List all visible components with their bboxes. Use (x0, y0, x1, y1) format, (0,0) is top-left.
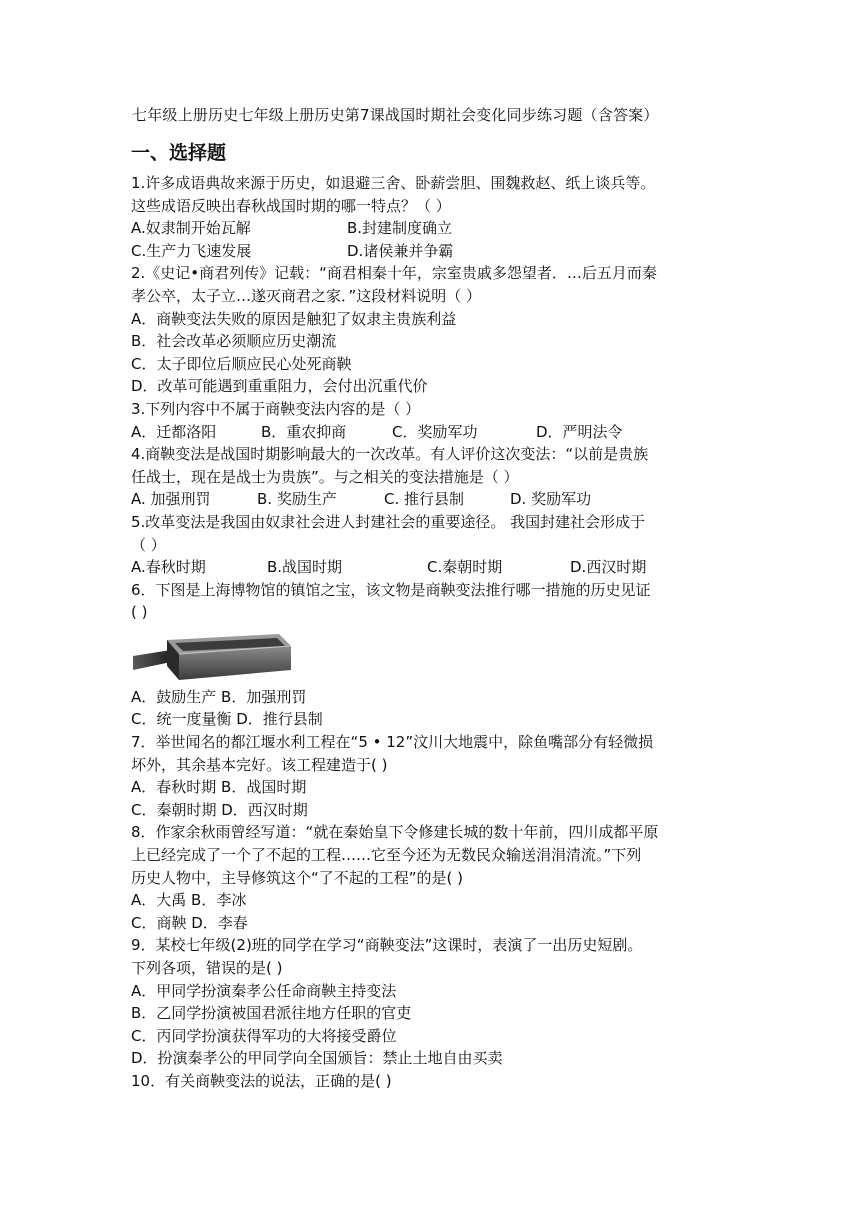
q1-stem-line-1: 1.许多成语典故来源于历史，如退避三舍、卧薪尝胆、围魏救赵、纸上谈兵等。 (131, 174, 656, 192)
q4-stem-line-2: 任战士，现在是战士为贵族”。与之相关的变法措施是（ ） (131, 467, 519, 486)
q1-options-row-2 (131, 240, 731, 263)
q9-option-c: C．丙同学扮演获得军功的大将接受爵位 (131, 1026, 397, 1045)
q2-stem-line-2: 孝公卒，太子立…遂灭商君之家．”这段材料说明（ ） (131, 286, 482, 305)
q5-option-d: D.西汉时期 (570, 558, 647, 577)
section-heading: 一、选择题 (131, 142, 227, 164)
q8-options-row-2: C．商鞅 D．李春 (131, 913, 248, 932)
q3-option-c: C．奖励军功 (392, 422, 478, 441)
q5-option-a: A.春秋时期 (131, 558, 206, 577)
q6-options-row-2: C．统一度量衡 D．推行县制 (131, 710, 323, 729)
q9-option-b: B．乙同学扮演被国君派往地方任职的官吏 (131, 1004, 412, 1023)
q3-options (131, 421, 731, 444)
q5-stem-line-2: （ ） (131, 535, 166, 554)
q2-stem-line-1: 2.《史记•商君列传》记载：“商君相秦十年，宗室贵戚多怨望者．…后五月而秦 (131, 264, 657, 283)
q4-option-b: B. 奖励生产 (257, 490, 337, 509)
q1-option-a: A.奴隶制开始瓦解 (131, 219, 251, 238)
q7-options-row-2: C．秦朝时期 D．西汉时期 (131, 800, 308, 819)
q2-option-c: C．太子即位后顺应民心处死商鞅 (131, 354, 352, 373)
q3-option-b: B．重农抑商 (261, 422, 347, 441)
question-list (131, 172, 731, 1093)
q1-option-b: B.封建制度确立 (347, 219, 453, 238)
q8-options-row-1: A．大禹 B．李冰 (131, 891, 247, 910)
q1-stem-line-2: 这些成语反映出春秋战国时期的哪一特点？（ ） (131, 196, 451, 215)
q3-stem: 3.下列内容中不属于商鞅变法内容的是（ ） (131, 399, 421, 418)
q5-option-b: B.战国时期 (267, 558, 343, 577)
q2-option-d: D．改革可能遇到重重阻力，会付出沉重代价 (131, 377, 428, 396)
q7-options-row-1: A．春秋时期 B．战国时期 (131, 778, 307, 797)
q1-option-d: D.诸侯兼并争霸 (347, 241, 454, 260)
q6-stem-line-1: 6．下图是上海博物馆的镇馆之宝，该文物是商鞅变法推行哪一措施的历史见证 (131, 580, 651, 599)
shang-yang-square-sheng-picture (131, 630, 293, 682)
q9-stem-line-1: 9．某校七年级(2)班的同学在学习“商鞅变法”这课时，表演了一出历史短剧。 (131, 936, 643, 955)
q1-option-c: C.生产力飞速发展 (131, 241, 252, 260)
q9-option-a: A．甲同学扮演秦孝公任命商鞅主持变法 (131, 981, 397, 1000)
q4-stem-line-1: 4.商鞅变法是战国时期影响最大的一次改革。有人评价这次变法：“以前是贵族 (131, 445, 649, 464)
q3-option-d: D．严明法令 (536, 422, 623, 441)
q3-option-a: A．迁都洛阳 (131, 422, 217, 441)
q2-option-b: B．社会改革必须顺应历史潮流 (131, 332, 337, 351)
q10-stem: 10．有关商鞅变法的说法，正确的是( ) (131, 1071, 392, 1090)
q8-stem-line-2: 上已经完成了一个了不起的工程……它至今还为无数民众输送涓涓清流。”下列 (131, 846, 642, 865)
q2-option-a: A．商鞅变法失败的原因是触犯了奴隶主贵族利益 (131, 309, 457, 328)
q4-option-d: D. 奖励军功 (510, 490, 592, 509)
q4-option-c: C. 推行县制 (384, 490, 465, 509)
q7-stem-line-1: 7．举世闻名的都江堰水利工程在“5 • 12”汶川大地震中，除鱼嘴部分有轻微损 (131, 733, 654, 752)
q1-options-row-1 (131, 217, 731, 240)
q9-stem-line-2: 下列各项，错误的是( ) (131, 959, 283, 977)
q8-stem-line-1: 8．作家余秋雨曾经写道：“就在秦始皇下令修建长城的数十年前，四川成都平原 (131, 823, 659, 842)
q8-stem-line-3: 历史人物中，主导修筑这个“了不起的工程”的是( ) (131, 868, 464, 887)
q6-options-row-1: A．鼓励生产 B．加强刑罚 (131, 687, 307, 706)
document-title: 七年级上册历史七年级上册历史第7课战国时期社会变化同步练习题（含答案） (132, 106, 659, 124)
q9-option-d: D．扮演秦孝公的甲同学向全国颁旨：禁止土地自由买卖 (131, 1049, 503, 1068)
bronze-measure-image (131, 624, 731, 686)
q7-stem-line-2: 坏外，其余基本完好。该工程建造于( ) (131, 755, 388, 774)
q6-stem-line-2: ( ) (131, 603, 148, 622)
q4-options (131, 488, 731, 511)
q5-option-c: C.秦朝时期 (427, 558, 503, 577)
q5-options (131, 556, 731, 579)
q4-option-a: A. 加强刑罚 (131, 490, 211, 509)
q5-stem-line-1: 5.改革变法是我国由奴隶社会进人封建社会的重要途径。 我国封建社会形成于 (131, 512, 646, 531)
